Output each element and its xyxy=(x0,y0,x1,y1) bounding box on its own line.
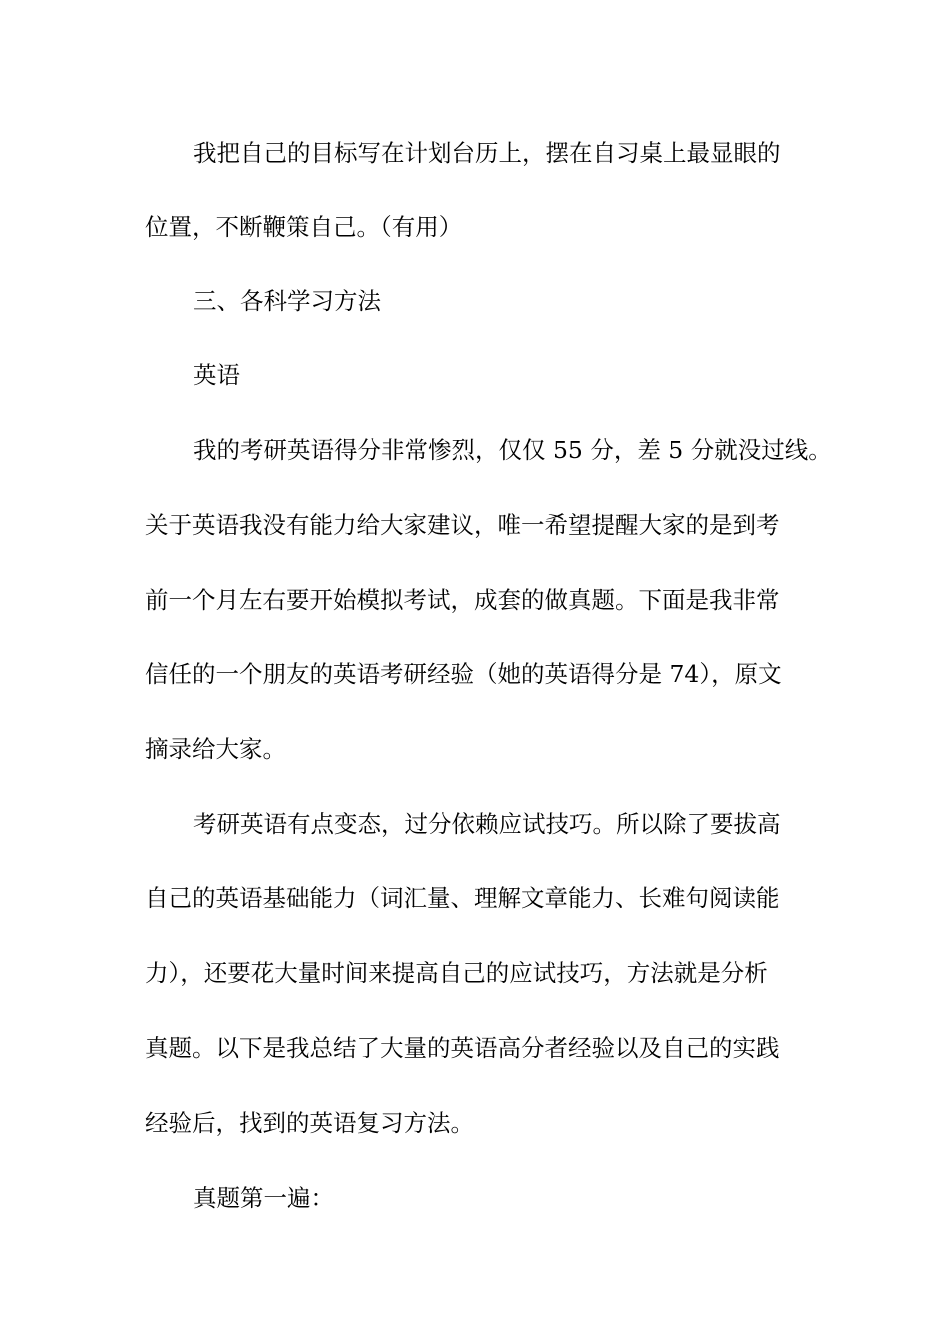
paragraph-line: 考研英语有点变态，过分依赖应试技巧。所以除了要拔高 xyxy=(193,810,781,838)
paragraph-line: 我把自己的目标写在计划台历上，摆在自习桌上最显眼的 xyxy=(193,139,781,167)
paragraph-line: 前一个月左右要开始模拟考试，成套的做真题。下面是我非常 xyxy=(145,586,780,614)
paragraph-line: 力），还要花大量时间来提高自己的应试技巧，方法就是分析 xyxy=(145,959,768,987)
paragraph-line: 关于英语我没有能力给大家建议，唯一希望提醒大家的是到考 xyxy=(145,511,780,539)
paragraph-line: 自己的英语基础能力（词汇量、理解文章能力、长难句阅读能 xyxy=(145,884,780,912)
section-heading: 三、各科学习方法 xyxy=(193,287,381,315)
paragraph-line: 我的考研英语得分非常惨烈，仅仅 55 分，差 5 分就没过线。 xyxy=(193,436,832,464)
paragraph-line: 经验后，找到的英语复习方法。 xyxy=(145,1109,474,1137)
paragraph-line: 摘录给大家。 xyxy=(145,735,286,763)
paragraph-line: 信任的一个朋友的英语考研经验（她的英语得分是 74），原文 xyxy=(145,660,782,688)
paragraph-line: 真题。以下是我总结了大量的英语高分者经验以及自己的实践 xyxy=(145,1034,780,1062)
paragraph-line: 位置，不断鞭策自己。（有用） xyxy=(145,213,463,241)
subsection-heading: 英语 xyxy=(193,361,240,389)
subsection-heading: 真题第一遍： xyxy=(193,1184,334,1212)
